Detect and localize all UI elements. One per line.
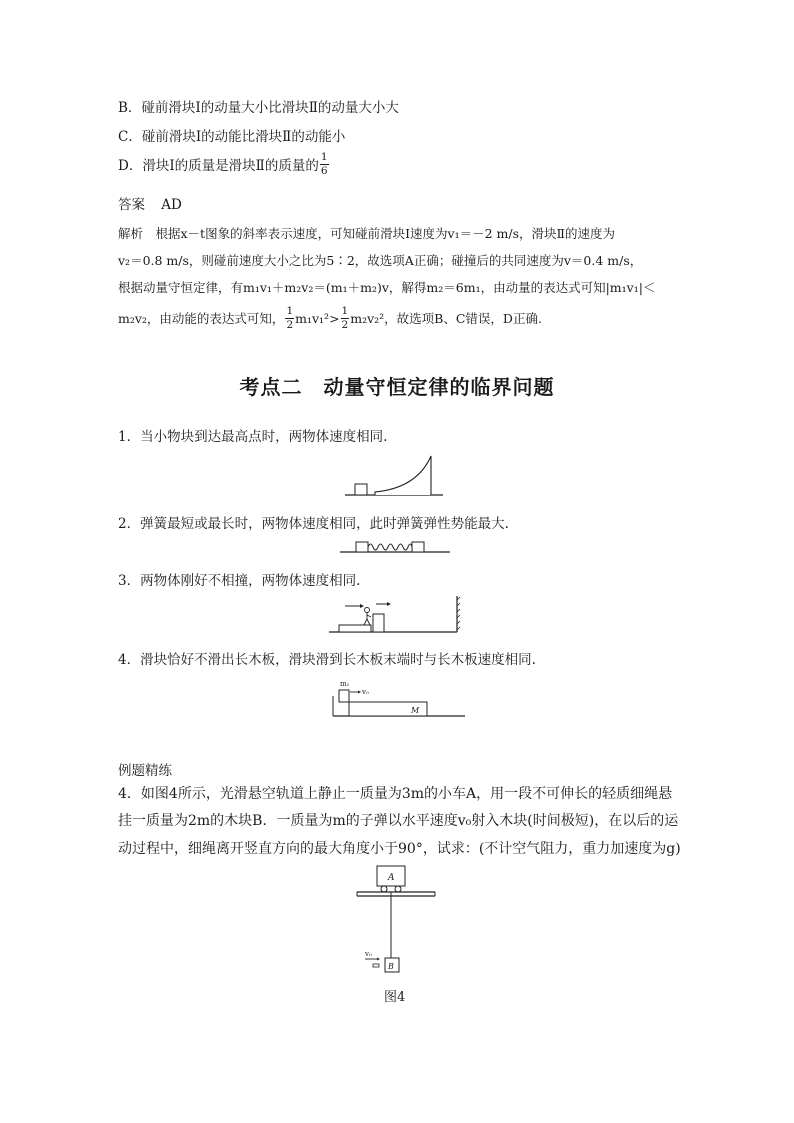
label-v0-bullet: v₀	[365, 950, 372, 958]
analysis-line-4b: m₁v₁²>	[295, 310, 340, 326]
answer-line	[118, 193, 182, 213]
option-d	[118, 152, 330, 176]
cart-pendulum-diagram	[355, 864, 439, 976]
item-4: 4．滑块恰好不滑出长木板，滑块滑到长木板末端时与长木板速度相同.	[118, 652, 536, 668]
option-d-fraction	[320, 152, 329, 176]
answer-label: 答案	[118, 197, 145, 213]
v0-arrowhead	[358, 691, 361, 694]
fraction-numerator: 1	[341, 305, 349, 317]
label-b: B	[388, 962, 394, 971]
wheel-left	[381, 886, 387, 892]
left-block	[356, 542, 368, 552]
small-block	[355, 484, 367, 495]
option-c: C．碰前滑块Ⅰ的动能比滑块Ⅱ的动能小	[118, 129, 346, 145]
half-fraction-2	[341, 306, 350, 330]
analysis-line-4c: m₂v₂²，故选项B、C错误，D正确.	[350, 311, 542, 326]
cart-platform	[339, 625, 371, 632]
label-a: A	[388, 873, 395, 883]
curved-slope-block	[375, 456, 431, 495]
person-body	[364, 613, 371, 626]
example-line-1: 4．如图4所示，光滑悬空轨道上静止一质量为3m的小车A，用一段不可伸长的轻质细绳悬	[118, 786, 673, 802]
fraction-denominator: 6	[320, 164, 328, 177]
example-heading: 例题精练	[118, 763, 172, 779]
fraction-denominator: 2	[341, 318, 349, 331]
analysis-line-1: 解析 根据x－t图象的斜率表示速度，可知碰前滑块Ⅰ速度为v₁＝－2 m/s，滑块Ⅱ的速度为	[118, 226, 615, 241]
item-2: 2．弹簧最短或最长时，两物体速度相同，此时弹簧弹性势能最大.	[118, 516, 509, 532]
bullet	[373, 964, 379, 967]
item-1: 1．当小物块到达最高点时，两物体速度相同.	[118, 429, 388, 445]
analysis-line-4	[118, 306, 542, 330]
fraction-denominator: 2	[286, 318, 294, 331]
figure-caption: 图4	[384, 990, 406, 1005]
bullet-arrowhead	[377, 958, 380, 961]
label-M: M	[411, 706, 420, 715]
right-block	[412, 542, 424, 552]
option-b: B．碰前滑块Ⅰ的动量大小比滑块Ⅱ的动量大小大	[118, 100, 399, 116]
analysis-line-3: 根据动量守恒定律，有m₁v₁＋m₂v₂＝(m₁＋m₂)v，解得m₂＝6m₁，由动量的表达式可知|m₁v₁|＜	[118, 280, 656, 295]
item-3: 3．两物体刚好不相撞，两物体速度相同.	[118, 573, 361, 589]
arrowhead-1	[360, 604, 364, 608]
example-line-2: 挂一质量为2m的木块B．一质量为m的子弹以水平速度v₀射入木块(时间极短)，在以后的运	[118, 813, 679, 829]
example-line-3: 动过程中，细绳离开竖直方向的最大角度小于90°，试求：(不计空气阻力，重力加速度为g)	[118, 841, 681, 857]
arrowhead-2	[387, 602, 391, 606]
front-block	[373, 614, 384, 632]
slider-block	[339, 690, 349, 702]
label-v0: v₀	[362, 688, 369, 696]
analysis-line-2: v₂＝0.8 m/s，则碰前速度大小之比为5∶2，故选项A正确；碰撞后的共同速度为v＝0.4 m/s，	[118, 253, 643, 268]
spring-diagram	[340, 536, 452, 556]
half-fraction-1	[285, 306, 294, 330]
person-head	[365, 608, 370, 613]
answer-value: AD	[161, 197, 182, 213]
label-m1: m₁	[340, 680, 350, 688]
fraction-numerator: 1	[320, 151, 328, 163]
wall-collision-diagram	[327, 594, 461, 636]
fraction-numerator: 1	[286, 305, 294, 317]
curved-ramp-diagram	[345, 454, 445, 498]
analysis-line-4a: m₂v₂，由动能的表达式可知，	[118, 311, 285, 326]
board-slider-diagram	[331, 674, 467, 720]
wheel-right	[395, 886, 401, 892]
option-d-text: D．滑块Ⅰ的质量是滑块Ⅱ的质量的	[118, 158, 319, 174]
section-title: 考点二 动量守恒定律的临界问题	[239, 375, 555, 399]
spring	[368, 544, 412, 550]
